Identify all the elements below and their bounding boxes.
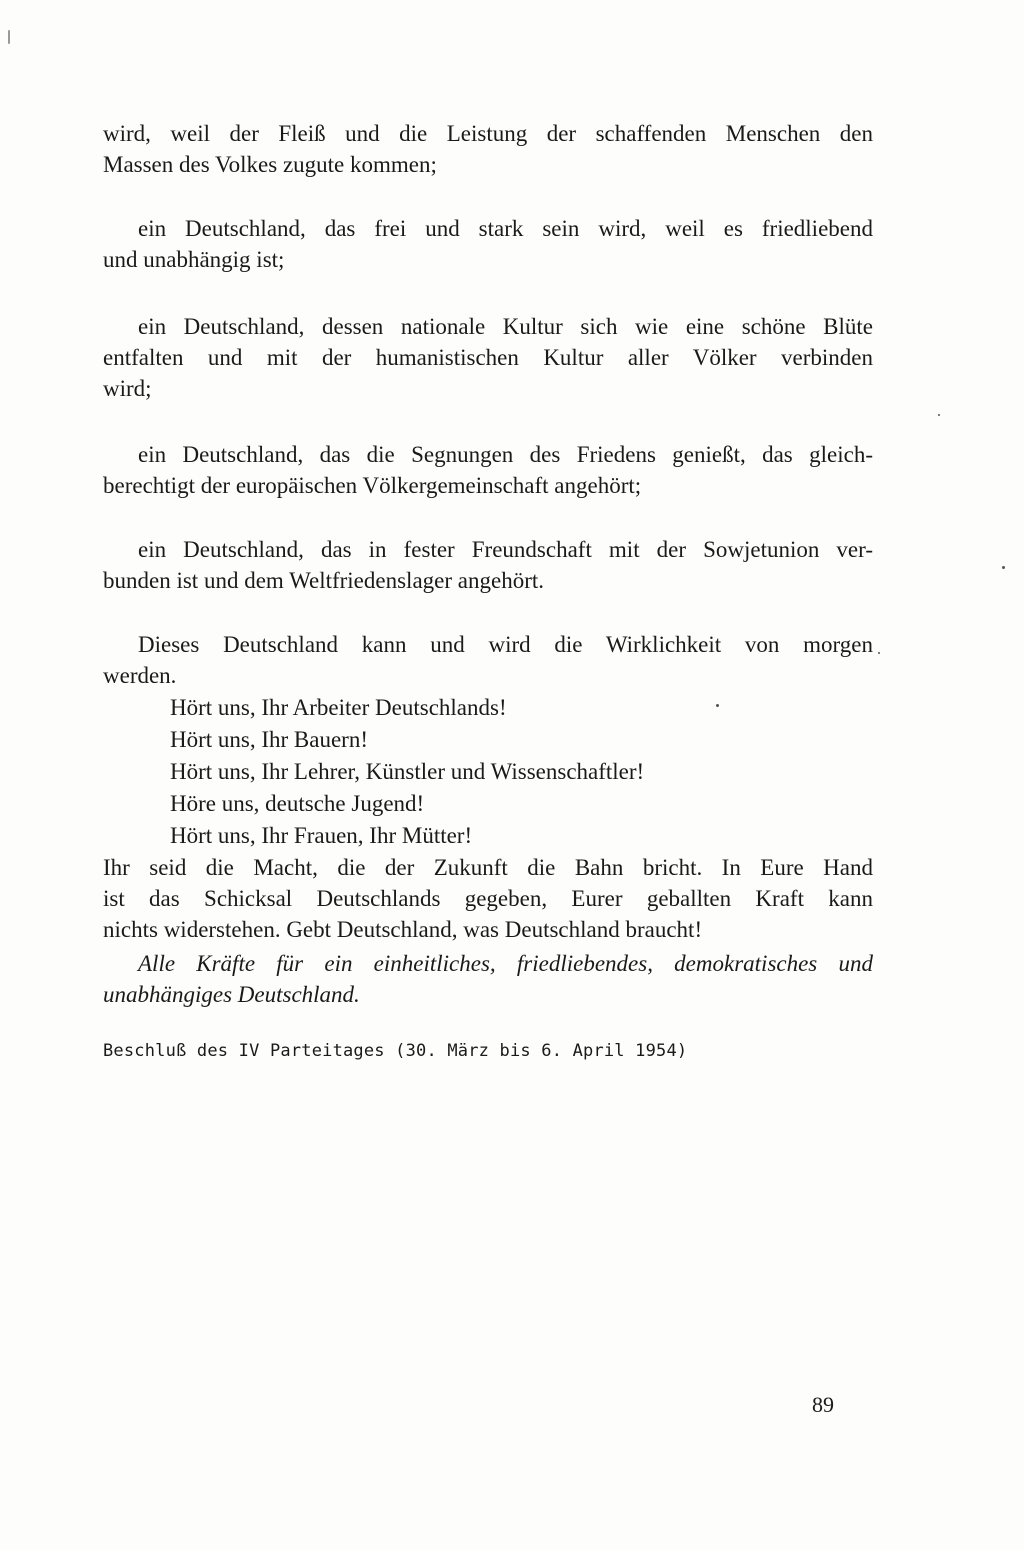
paragraph-1-line-2: Massen des Volkes zugute kommen; [103, 152, 437, 177]
paragraph-3 [103, 311, 873, 404]
paragraph-7-line-3: nichts widerstehen. Gebt Deutschland, was Deutschland braucht! [103, 917, 703, 942]
paragraph-5 [103, 534, 873, 596]
appeal-teachers-artists-scientists: Hört uns, Ihr Lehrer, Künstler und Wissenschaftler! [170, 759, 645, 784]
slogan-line-1: Alle Kräfte für ein einheitliches, friedliebendes, demokratisches und [138, 951, 873, 976]
paragraph-6-line-2: werden. [103, 663, 177, 688]
paragraph-5-line-1: ein Deutschland, das in fester Freundschaft mit der Sowjetunion ver- [138, 537, 873, 562]
print-speck [938, 414, 940, 416]
paragraph-5-line-2: bunden ist und dem Weltfriedenslager angehört. [103, 568, 544, 593]
print-speck [8, 30, 10, 44]
page-number: 89 [812, 1392, 834, 1417]
paragraph-7-line-1: Ihr seid die Macht, die der Zukunft die Bahn bricht. In Eure Hand [103, 855, 873, 880]
appeal-women-mothers: Hört uns, Ihr Frauen, Ihr Mütter! [170, 823, 473, 848]
paragraph-7-line-2: ist das Schicksal Deutschlands gegeben, Eurer geballten Kraft kann [103, 886, 873, 911]
slogan-line-2: unabhängiges Deutschland. [103, 982, 360, 1007]
source-citation: Beschluß des IV Parteitages (30. März bis 6. April 1954) [103, 1041, 688, 1061]
paragraph-1 [103, 118, 873, 180]
appeal-list [170, 692, 644, 852]
paragraph-4-line-2: berechtigt der europäischen Völkergemeinschaft angehört; [103, 473, 642, 498]
paragraph-3-line-3: wird; [103, 376, 152, 401]
paragraph-1-line-1: wird, weil der Fleiß und die Leistung der schaffenden Menschen den [103, 121, 873, 146]
paragraph-6-line-1: Dieses Deutschland kann und wird die Wirklichkeit von morgen [138, 632, 873, 657]
paragraph-4 [103, 439, 873, 501]
appeal-workers: Hört uns, Ihr Arbeiter Deutschlands! [170, 695, 507, 720]
slogan [103, 948, 873, 1010]
paragraph-2-line-1: ein Deutschland, das frei und stark sein wird, weil es friedliebend [138, 216, 873, 241]
paragraph-2-line-2: und unabhängig ist; [103, 247, 285, 272]
paragraph-3-line-1: ein Deutschland, dessen nationale Kultur sich wie eine schöne Blüte [138, 314, 873, 339]
paragraph-7 [103, 852, 873, 945]
print-speck [878, 652, 880, 654]
print-speck [1002, 566, 1005, 569]
paragraph-4-line-1: ein Deutschland, das die Segnungen des Friedens genießt, das gleich- [138, 442, 873, 467]
appeal-farmers: Hört uns, Ihr Bauern! [170, 727, 369, 752]
print-speck [716, 704, 719, 707]
paragraph-2 [103, 213, 873, 275]
appeal-youth: Höre uns, deutsche Jugend! [170, 791, 425, 816]
paragraph-3-line-2: entfalten und mit der humanistischen Kultur aller Völker verbinden [103, 345, 873, 370]
paragraph-6 [103, 629, 873, 691]
